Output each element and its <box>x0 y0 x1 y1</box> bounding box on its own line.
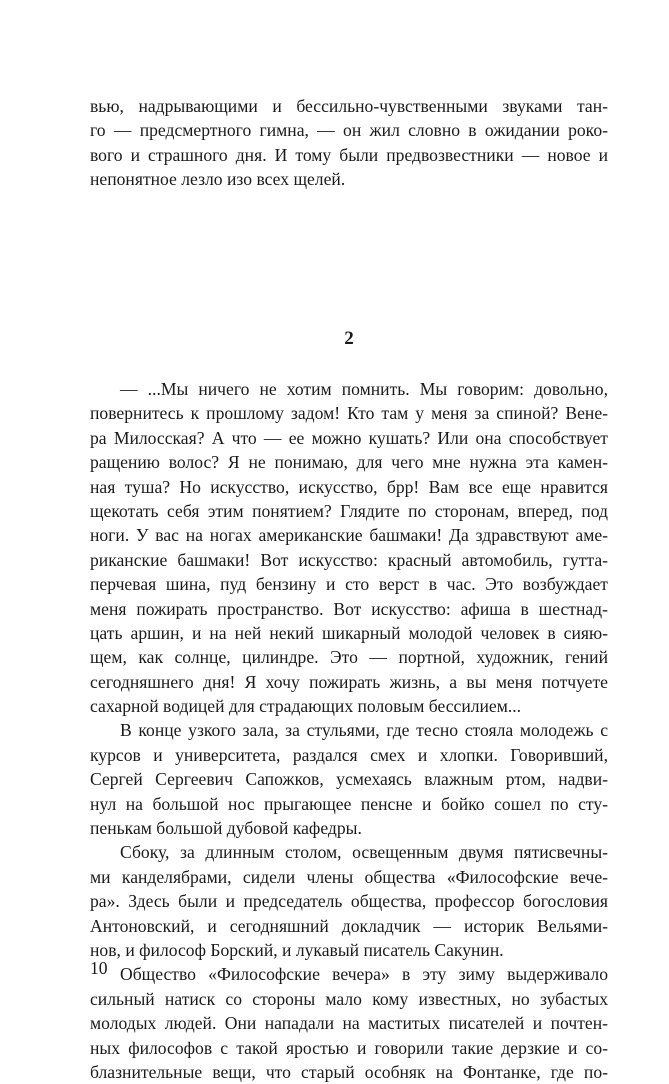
text-line: ми канделябрами, сидели члены общества «Философские вече- <box>90 866 608 887</box>
text-line: щем, как солнце, цилиндре. Это — портной, художник, гений <box>90 647 608 668</box>
text-line: вого и страшного дня. И тому были предвозвестники — новое и <box>90 144 608 165</box>
text-line: риканские башмаки! Вот искусство: красный автомобиль, гутта- <box>90 549 608 570</box>
text-line: Сергей Сергеевич Сапожков, усмехаясь влажным ртом, надви- <box>90 769 608 790</box>
text-line: непонятное лезло изо всех щелей. <box>90 169 346 190</box>
carryover-paragraph <box>90 94 608 192</box>
text-line: меня пожирать пространство. Вот искусство: афиша в шестнад- <box>90 598 608 619</box>
chapter-text <box>90 377 608 1084</box>
text-line: курсов и университета, раздался смех и хлопки. Говоривший, <box>90 744 608 765</box>
text-line: молодых людей. Они нападали на маститых писателей и почтен- <box>90 1013 608 1034</box>
text-line: ная туша? Но искусство, искусство, брр! Вам все еще нравится <box>90 476 608 497</box>
text-line: Общество «Философские вечера» в эту зиму выдерживало <box>120 964 608 985</box>
text-line: ных философов с такой яростью и говорили такие дерзкие и со- <box>90 1037 608 1058</box>
text-line: ра Милосская? А что — ее можно кушать? Или она способствует <box>90 427 608 448</box>
text-line: нов, и философ Борский, и лукавый писатель Сакунин. <box>90 939 504 960</box>
text-line: В конце узкого зала, за стульями, где тесно стояла молодежь с <box>120 720 608 741</box>
text-line: сахарной водицей для страдающих половым бессилием... <box>90 696 522 717</box>
text-line: вью, надрывающими и бессильно-чувственными звуками тан- <box>90 96 608 116</box>
text-line: Сбоку, за длинным столом, освещенным двумя пятисвечны- <box>120 842 608 863</box>
paragraph <box>90 840 608 962</box>
text-line: го — предсмертного гимна, — он жил словно в ожидании роко- <box>90 120 608 141</box>
text-line: перчевая шина, пуд бензину и сто верст в час. Это возбуждает <box>90 574 608 595</box>
text-line: — ...Мы ничего не хотим помнить. Мы говорим: довольно, <box>120 379 608 399</box>
text-line: пенькам большой дубовой кафедры. <box>90 818 362 839</box>
text-line: Антоновский, и сегодняшний докладчик — историк Вельями- <box>90 915 608 936</box>
text-line: ноги. У вас на ногах американские башмаки! Да здравствуют аме- <box>90 525 608 546</box>
text-line: нул на большой нос прыгающее пенсне и бойко сошел по сту- <box>90 793 608 814</box>
chapter-number: 2 <box>344 328 354 349</box>
text-line: ращению волос? Я не понимаю, для чего мне нужна эта камен- <box>90 452 608 473</box>
paragraph <box>90 377 608 718</box>
paragraph <box>90 718 608 840</box>
text-line: цать аршин, и на ней некий шикарный молодой человек в сияю- <box>90 622 608 643</box>
text-line: ра». Здесь были и председатель общества, профессор богословия <box>90 891 608 912</box>
text-line: блазнительные вещи, что старый особняк на Фонтанке, где по- <box>90 1061 608 1082</box>
text-line: щекотать себя этим понятием? Глядите по сторонам, вперед, под <box>90 500 608 521</box>
text-line: сегодняшнего дня! Я хочу пожирать жизнь, а вы меня потчуете <box>90 671 608 692</box>
paragraph <box>90 962 608 1084</box>
text-line: сильный натиск со стороны мало кому известных, но зубастых <box>90 988 608 1009</box>
text-line: повернитесь к прошлому задом! Кто там у меня за спиной? Вене- <box>90 403 608 424</box>
page-number: 10 <box>90 958 108 978</box>
